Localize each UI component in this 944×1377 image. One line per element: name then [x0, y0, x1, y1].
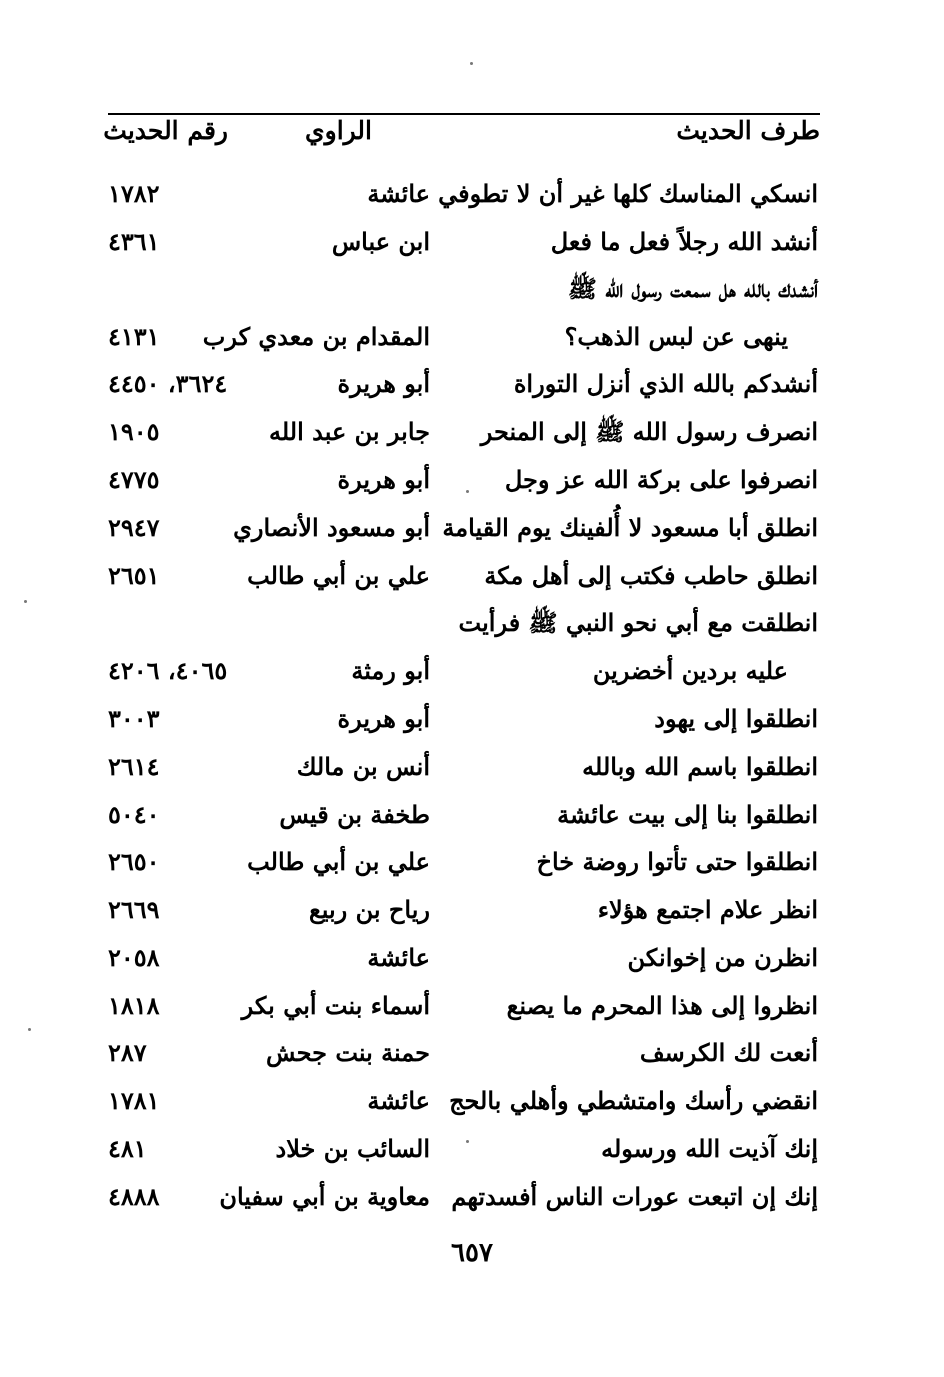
narrator: أبو هريرة	[337, 704, 430, 733]
table-row	[0, 791, 944, 838]
hadith-text: أنشدكم بالله الذي أنزل التوراة	[513, 369, 818, 398]
hadith-number: ٤٣٦١	[108, 227, 160, 256]
narrator: علي بن أبي طالب	[247, 561, 430, 590]
hadith-text: انصرف رسول الله ﷺ إلى المنحر	[480, 417, 818, 446]
hadith-text: أنعت لك الكرسف	[639, 1038, 818, 1067]
table-row	[0, 218, 944, 265]
hadith-text: عليه بردين أخضرين	[592, 656, 788, 685]
table-row	[0, 886, 944, 933]
table-row	[0, 360, 944, 407]
narrator: أنس بن مالك	[296, 752, 430, 781]
narrator: أبو هريرة	[337, 465, 430, 494]
hadith-text: انصرفوا على بركة الله عز وجل	[504, 465, 818, 494]
table-row	[0, 838, 944, 885]
hadith-number: ٢٠٥٨	[108, 943, 160, 972]
page-number: ٦٥٧	[451, 1238, 493, 1268]
hadith-number: ٢٦٥١	[108, 561, 160, 590]
narrator: طخفة بن قيس	[279, 800, 430, 829]
hadith-number: ٣٠٠٣	[108, 704, 160, 733]
hadith-number: ٢٦١٤	[108, 752, 160, 781]
hadith-text: انسكي المناسك كلها غير أن لا تطوفي	[438, 179, 818, 208]
table-row	[0, 599, 944, 646]
hadith-number: ٢٦٦٩	[108, 895, 160, 924]
hadith-number: ٣٦٢٤، ٤٤٥٠	[108, 369, 228, 398]
hadith-text: أنشدك بالله هل سمعت رسول الله ﷺ	[567, 274, 818, 303]
column-header-hadith-text: طرف الحديث	[676, 116, 820, 145]
hadith-number: ١٨١٨	[108, 991, 160, 1020]
hadith-text: انطلقوا إلى يهود	[654, 704, 818, 733]
narrator: ابن عباس	[331, 227, 430, 256]
hadith-number: ١٧٨٢	[108, 179, 160, 208]
hadith-number: ٤٧٧٥	[108, 465, 160, 494]
hadith-number: ٢٩٤٧	[108, 513, 160, 542]
table-row	[0, 743, 944, 790]
hadith-text: انطلقت مع أبي نحو النبي ﷺ فرأيت	[458, 608, 818, 637]
hadith-number: ١٧٨١	[108, 1086, 160, 1115]
narrator: السائب بن خلاد	[275, 1134, 430, 1163]
hadith-text: انطلق حاطب فكتب إلى أهل مكة	[484, 561, 818, 590]
table-row	[0, 265, 944, 312]
header-rule	[108, 113, 820, 115]
hadith-number: ٥٠٤٠	[108, 800, 160, 829]
hadith-text: انقضي رأسك وامتشطي وأهلي بالحج	[449, 1086, 818, 1115]
hadith-number: ٤٨١	[108, 1134, 147, 1163]
narrator: أسماء بنت أبي بكر	[241, 991, 430, 1020]
narrator: المقدام بن معدي كرب	[202, 322, 430, 351]
hadith-text: انطلقوا باسم الله وبالله	[582, 752, 818, 781]
hadith-text: انطلق أبا مسعود لا أُلفينك يوم القيامة	[442, 513, 818, 542]
table-row	[0, 313, 944, 360]
hadith-number: ٤٨٨٨	[108, 1182, 160, 1211]
table-row	[0, 170, 944, 217]
table-row	[0, 504, 944, 551]
narrator: علي بن أبي طالب	[247, 847, 430, 876]
narrator: رياح بن ربيع	[308, 895, 430, 924]
table-row	[0, 1077, 944, 1124]
table-row	[0, 1029, 944, 1076]
narrator: أبو هريرة	[337, 369, 430, 398]
hadith-number: ٢٦٥٠	[108, 847, 160, 876]
table-row	[0, 552, 944, 599]
table-row	[0, 982, 944, 1029]
table-row	[0, 456, 944, 503]
narrator: عائشة	[367, 179, 430, 208]
hadith-number: ٤١٣١	[108, 322, 160, 351]
table-row	[0, 1173, 944, 1220]
table-row	[0, 647, 944, 694]
narrator: جابر بن عبد الله	[268, 417, 430, 446]
scan-speck	[470, 62, 473, 65]
column-header-narrator: الراوي	[305, 116, 372, 145]
narrator: أبو مسعود الأنصاري	[233, 513, 430, 542]
table-row	[0, 695, 944, 742]
hadith-number: ٤٠٦٥، ٤٢٠٦	[108, 656, 228, 685]
hadith-text: انظروا إلى هذا المحرم ما يصنع	[506, 991, 818, 1020]
table-row	[0, 934, 944, 981]
narrator: عائشة	[367, 943, 430, 972]
narrator: حمنة بنت جحش	[266, 1038, 430, 1067]
narrator: أبو رمثة	[351, 656, 430, 685]
hadith-text: إنك آذيت الله ورسوله	[601, 1134, 818, 1163]
hadith-number: ١٩٠٥	[108, 417, 160, 446]
table-row	[0, 408, 944, 455]
hadith-text: أنشد الله رجلاً فعل ما فعل	[550, 227, 818, 256]
hadith-number: ٢٨٧	[108, 1038, 147, 1067]
hadith-text: انطلقوا بنا إلى بيت عائشة	[557, 800, 818, 829]
narrator: عائشة	[367, 1086, 430, 1115]
hadith-text: انظر علام اجتمع هؤلاء	[597, 895, 818, 924]
narrator: معاوية بن أبي سفيان	[219, 1182, 430, 1211]
hadith-text: انطلقوا حتى تأتوا روضة خاخ	[536, 847, 818, 876]
table-row	[0, 1125, 944, 1172]
hadith-text: إنك إن اتبعت عورات الناس أفسدتهم	[451, 1182, 818, 1211]
hadith-text: ينهى عن لبس الذهب؟	[564, 322, 788, 351]
hadith-text: انظرن من إخوانكن	[627, 943, 818, 972]
column-header-hadith-number: رقم الحديث	[103, 116, 228, 145]
